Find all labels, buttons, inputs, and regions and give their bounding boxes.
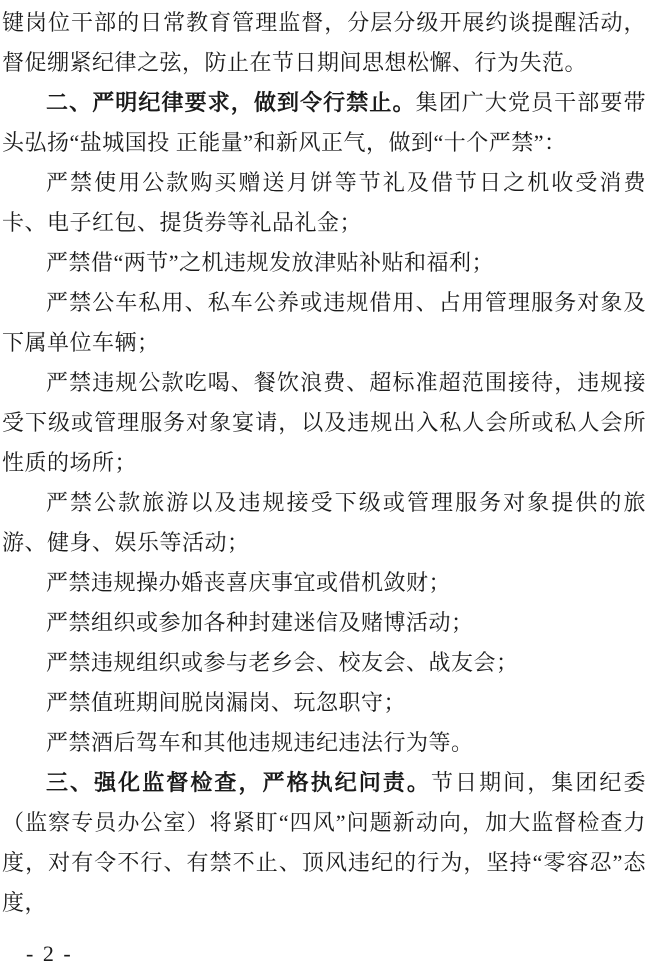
- paragraph-text: 严禁借“两节”之机违规发放津贴补贴和福利；: [46, 250, 495, 275]
- list-item-paragraph: [2, 643, 646, 683]
- list-item-paragraph: [2, 683, 646, 723]
- section-paragraph: [2, 83, 646, 163]
- list-item-paragraph: [2, 563, 646, 603]
- paragraph: [2, 3, 646, 83]
- paragraph-text: 严禁违规组织或参与老乡会、校友会、战友会；: [46, 650, 519, 675]
- paragraph-text: 严禁违规操办婚丧喜庆事宜或借机敛财；: [46, 570, 452, 595]
- paragraph-text: 严禁公车私用、私车公养或违规借用、占用管理服务对象及下属单位车辆；: [2, 290, 646, 355]
- section-heading: 三、强化监督检查，严格执纪问责。: [46, 770, 431, 795]
- list-item-paragraph: [2, 243, 646, 283]
- paragraph-text: 严禁公款旅游以及违规接受下级或管理服务对象提供的旅游、健身、娱乐等活动；: [2, 490, 646, 555]
- list-item-paragraph: [2, 163, 646, 243]
- paragraph-text: 节日期间，集团纪委（监察专员办公室）将紧盯“四风”问题新动向，加大监督检查力度，对有令不行、有禁不止、顶风违纪的行为，坚持“零容忍”态度，: [2, 770, 646, 915]
- section-paragraph: [2, 763, 646, 923]
- paragraph-text: 键岗位干部的日常教育管理监督，分层分级开展约谈提醒活动，督促绷紧纪律之弦，防止在节日期间思想松懈、行为失范。: [2, 10, 646, 75]
- paragraph-text: 严禁值班期间脱岗漏岗、玩忽职守；: [46, 690, 407, 715]
- paragraph-text: 严禁组织或参加各种封建迷信及赌博活动；: [46, 610, 474, 635]
- list-item-paragraph: [2, 363, 646, 483]
- paragraph-text: 严禁使用公款购买赠送月饼等节礼及借节日之机收受消费卡、电子红包、提货券等礼品礼金；: [2, 170, 646, 235]
- document-body: [2, 3, 646, 923]
- paragraph-text: 集团广大党员干部要带头弘扬“盐城国投 正能量”和新风正气，做到“十个严禁”：: [2, 90, 646, 155]
- list-item-paragraph: [2, 283, 646, 363]
- section-heading: 二、严明纪律要求，做到令行禁止。: [46, 90, 416, 115]
- list-item-paragraph: [2, 603, 646, 643]
- paragraph-text: 严禁酒后驾车和其他违规违纪违法行为等。: [46, 730, 474, 755]
- paragraph-text: 严禁违规公款吃喝、餐饮浪费、超标准超范围接待，违规接受下级或管理服务对象宴请，以及违规出入私人会所或私人会所性质的场所；: [2, 370, 646, 475]
- page-number: - 2 -: [26, 941, 73, 966]
- list-item-paragraph: [2, 483, 646, 563]
- list-item-paragraph: [2, 723, 646, 763]
